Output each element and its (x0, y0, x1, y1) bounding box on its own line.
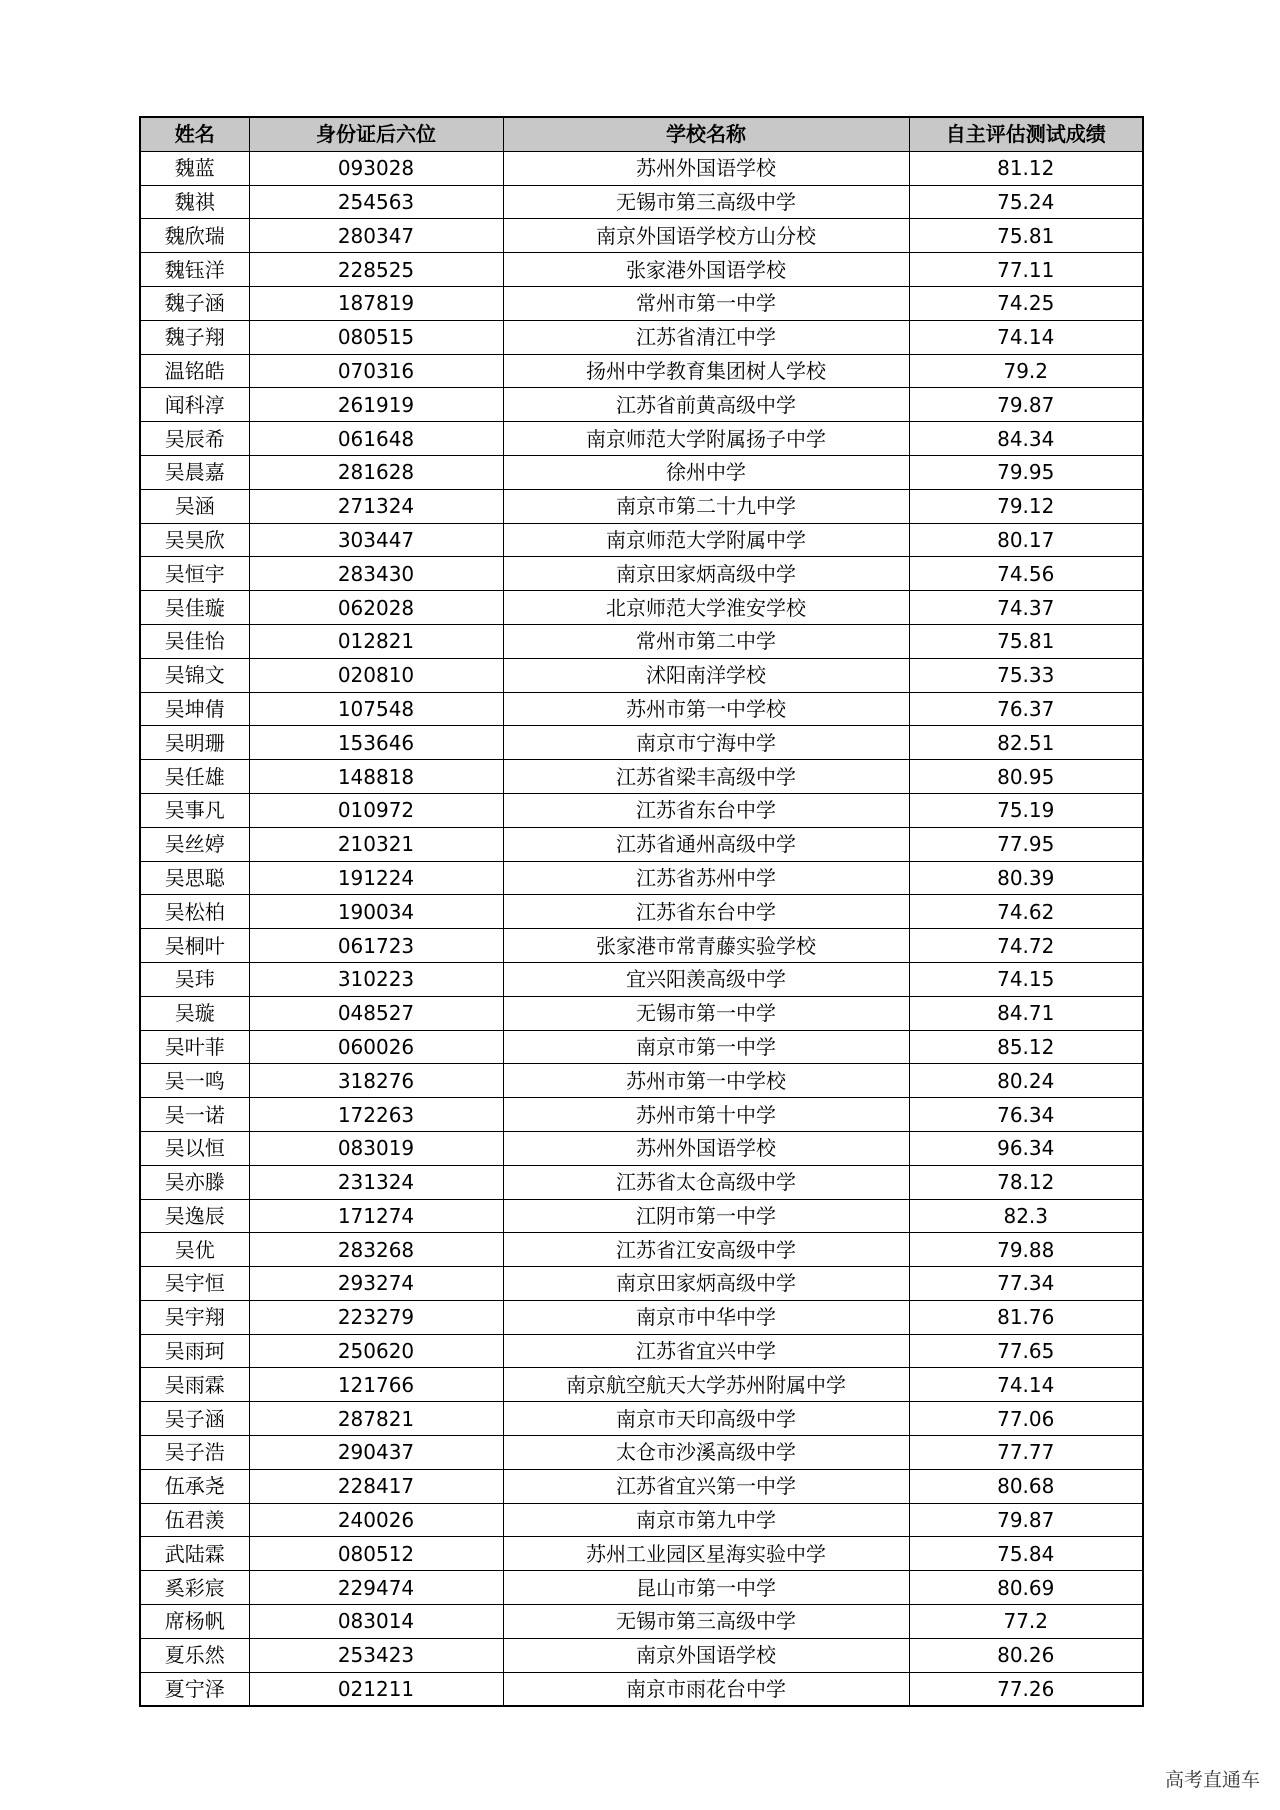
cell-id: 107548 (249, 692, 503, 726)
cell-id: 283268 (249, 1233, 503, 1267)
cell-name: 吴亦滕 (140, 1165, 249, 1199)
cell-id: 083014 (249, 1605, 503, 1639)
cell-score: 74.72 (909, 929, 1143, 963)
cell-score: 74.62 (909, 895, 1143, 929)
cell-school: 南京市天印高级中学 (503, 1402, 909, 1436)
table-row (140, 320, 1143, 354)
table-row (140, 185, 1143, 219)
table-row (140, 455, 1143, 489)
table-header (140, 117, 1143, 151)
cell-name: 吴事凡 (140, 793, 249, 827)
cell-name: 魏子翔 (140, 320, 249, 354)
table-row (140, 1334, 1143, 1368)
cell-id: 290437 (249, 1436, 503, 1470)
cell-score: 75.84 (909, 1537, 1143, 1571)
cell-id: 171274 (249, 1199, 503, 1233)
cell-school: 江苏省梁丰高级中学 (503, 760, 909, 794)
cell-school: 江苏省宜兴中学 (503, 1334, 909, 1368)
watermark-text: 高考直通车 (1164, 1769, 1260, 1791)
cell-score: 77.26 (909, 1672, 1143, 1706)
cell-score: 74.14 (909, 1368, 1143, 1402)
cell-id: 280347 (249, 219, 503, 253)
cell-score: 77.11 (909, 253, 1143, 287)
cell-school: 苏州市第十中学 (503, 1098, 909, 1132)
cell-score: 75.24 (909, 185, 1143, 219)
cell-score: 79.87 (909, 1503, 1143, 1537)
cell-id: 083019 (249, 1131, 503, 1165)
cell-id: 121766 (249, 1368, 503, 1402)
header-name: 姓名 (140, 117, 249, 151)
cell-id: 303447 (249, 523, 503, 557)
table-row (140, 1537, 1143, 1571)
cell-name: 吴锦文 (140, 658, 249, 692)
cell-score: 79.2 (909, 354, 1143, 388)
cell-school: 南京航空航天大学苏州附属中学 (503, 1368, 909, 1402)
cell-score: 75.19 (909, 793, 1143, 827)
cell-score: 85.12 (909, 1030, 1143, 1064)
table-row (140, 151, 1143, 185)
table-row (140, 1064, 1143, 1098)
cell-school: 南京市雨花台中学 (503, 1672, 909, 1706)
table-row (140, 895, 1143, 929)
cell-school: 无锡市第三高级中学 (503, 1605, 909, 1639)
cell-id: 228417 (249, 1469, 503, 1503)
cell-score: 80.24 (909, 1064, 1143, 1098)
cell-score: 82.3 (909, 1199, 1143, 1233)
cell-id: 229474 (249, 1571, 503, 1605)
cell-id: 172263 (249, 1098, 503, 1132)
cell-id: 293274 (249, 1267, 503, 1301)
table-row (140, 253, 1143, 287)
cell-score: 84.34 (909, 422, 1143, 456)
cell-id: 080512 (249, 1537, 503, 1571)
cell-id: 093028 (249, 151, 503, 185)
table-row (140, 1605, 1143, 1639)
cell-school: 南京外国语学校 (503, 1638, 909, 1672)
table-row (140, 996, 1143, 1030)
table-row (140, 1300, 1143, 1334)
cell-school: 苏州外国语学校 (503, 1131, 909, 1165)
cell-name: 吴宇恒 (140, 1267, 249, 1301)
table-row (140, 1571, 1143, 1605)
cell-name: 武陆霖 (140, 1537, 249, 1571)
cell-name: 魏钰洋 (140, 253, 249, 287)
table-row (140, 1469, 1143, 1503)
cell-name: 吴逸辰 (140, 1199, 249, 1233)
cell-name: 吴叶菲 (140, 1030, 249, 1064)
table-row (140, 861, 1143, 895)
cell-school: 南京市中华中学 (503, 1300, 909, 1334)
cell-name: 吴优 (140, 1233, 249, 1267)
cell-score: 77.77 (909, 1436, 1143, 1470)
cell-score: 82.51 (909, 726, 1143, 760)
table-row (140, 1030, 1143, 1064)
cell-name: 魏欣瑞 (140, 219, 249, 253)
cell-school: 无锡市第三高级中学 (503, 185, 909, 219)
cell-name: 吴玮 (140, 962, 249, 996)
cell-school: 南京田家炳高级中学 (503, 1267, 909, 1301)
header-id: 身份证后六位 (249, 117, 503, 151)
table-body (140, 151, 1143, 1706)
cell-school: 南京田家炳高级中学 (503, 557, 909, 591)
table-row (140, 489, 1143, 523)
cell-school: 南京市第二十九中学 (503, 489, 909, 523)
cell-name: 吴以恒 (140, 1131, 249, 1165)
cell-score: 79.12 (909, 489, 1143, 523)
cell-name: 闻科淳 (140, 388, 249, 422)
cell-name: 吴恒宇 (140, 557, 249, 591)
cell-score: 80.69 (909, 1571, 1143, 1605)
cell-school: 常州市第二中学 (503, 624, 909, 658)
cell-name: 吴子涵 (140, 1402, 249, 1436)
cell-school: 苏州市第一中学校 (503, 1064, 909, 1098)
cell-score: 75.33 (909, 658, 1143, 692)
cell-school: 江苏省前黄高级中学 (503, 388, 909, 422)
cell-id: 060026 (249, 1030, 503, 1064)
cell-id: 148818 (249, 760, 503, 794)
cell-id: 318276 (249, 1064, 503, 1098)
cell-school: 江苏省苏州中学 (503, 861, 909, 895)
cell-score: 80.68 (909, 1469, 1143, 1503)
cell-score: 79.87 (909, 388, 1143, 422)
cell-name: 吴辰希 (140, 422, 249, 456)
cell-school: 南京师范大学附属中学 (503, 523, 909, 557)
cell-id: 228525 (249, 253, 503, 287)
cell-id: 048527 (249, 996, 503, 1030)
cell-id: 283430 (249, 557, 503, 591)
cell-id: 190034 (249, 895, 503, 929)
cell-name: 吴松柏 (140, 895, 249, 929)
cell-id: 012821 (249, 624, 503, 658)
cell-name: 吴雨珂 (140, 1334, 249, 1368)
cell-school: 江苏省江安高级中学 (503, 1233, 909, 1267)
cell-score: 80.39 (909, 861, 1143, 895)
table-row (140, 1131, 1143, 1165)
cell-school: 张家港外国语学校 (503, 253, 909, 287)
cell-id: 310223 (249, 962, 503, 996)
cell-school: 徐州中学 (503, 455, 909, 489)
cell-score: 77.34 (909, 1267, 1143, 1301)
cell-score: 75.81 (909, 219, 1143, 253)
table-row (140, 354, 1143, 388)
cell-school: 南京市宁海中学 (503, 726, 909, 760)
cell-name: 吴璇 (140, 996, 249, 1030)
table-row (140, 1436, 1143, 1470)
cell-school: 江苏省东台中学 (503, 895, 909, 929)
cell-school: 江苏省太仓高级中学 (503, 1165, 909, 1199)
cell-name: 吴思聪 (140, 861, 249, 895)
cell-score: 74.37 (909, 591, 1143, 625)
cell-name: 吴丝婷 (140, 827, 249, 861)
cell-school: 宜兴阳羡高级中学 (503, 962, 909, 996)
cell-id: 223279 (249, 1300, 503, 1334)
cell-school: 北京师范大学淮安学校 (503, 591, 909, 625)
table-row (140, 1098, 1143, 1132)
cell-school: 南京市第一中学 (503, 1030, 909, 1064)
cell-score: 81.76 (909, 1300, 1143, 1334)
cell-id: 187819 (249, 286, 503, 320)
cell-name: 吴晨嘉 (140, 455, 249, 489)
cell-score: 84.71 (909, 996, 1143, 1030)
cell-score: 77.95 (909, 827, 1143, 861)
table-row (140, 760, 1143, 794)
cell-name: 魏子涵 (140, 286, 249, 320)
cell-name: 吴佳怡 (140, 624, 249, 658)
table-row (140, 1672, 1143, 1706)
cell-name: 吴雨霖 (140, 1368, 249, 1402)
cell-id: 210321 (249, 827, 503, 861)
cell-score: 76.34 (909, 1098, 1143, 1132)
table-row (140, 793, 1143, 827)
cell-id: 271324 (249, 489, 503, 523)
table-row (140, 827, 1143, 861)
table-row (140, 1402, 1143, 1436)
cell-name: 吴明珊 (140, 726, 249, 760)
table-row (140, 1165, 1143, 1199)
cell-name: 吴子浩 (140, 1436, 249, 1470)
cell-id: 250620 (249, 1334, 503, 1368)
cell-score: 96.34 (909, 1131, 1143, 1165)
cell-school: 扬州中学教育集团树人学校 (503, 354, 909, 388)
cell-score: 79.88 (909, 1233, 1143, 1267)
table-row (140, 658, 1143, 692)
cell-name: 夏宁泽 (140, 1672, 249, 1706)
cell-score: 74.25 (909, 286, 1143, 320)
header-score: 自主评估测试成绩 (909, 117, 1143, 151)
cell-id: 062028 (249, 591, 503, 625)
table-row (140, 1638, 1143, 1672)
cell-id: 061723 (249, 929, 503, 963)
cell-name: 吴宇翔 (140, 1300, 249, 1334)
cell-school: 南京师范大学附属扬子中学 (503, 422, 909, 456)
table-row (140, 1368, 1143, 1402)
header-school: 学校名称 (503, 117, 909, 151)
cell-id: 254563 (249, 185, 503, 219)
cell-score: 81.12 (909, 151, 1143, 185)
table-row (140, 929, 1143, 963)
cell-name: 吴任雄 (140, 760, 249, 794)
cell-school: 昆山市第一中学 (503, 1571, 909, 1605)
table-row (140, 286, 1143, 320)
cell-id: 021211 (249, 1672, 503, 1706)
cell-score: 80.26 (909, 1638, 1143, 1672)
cell-school: 苏州市第一中学校 (503, 692, 909, 726)
cell-name: 席杨帆 (140, 1605, 249, 1639)
cell-school: 张家港市常青藤实验学校 (503, 929, 909, 963)
table-row (140, 1267, 1143, 1301)
cell-school: 江阴市第一中学 (503, 1199, 909, 1233)
cell-school: 江苏省宜兴第一中学 (503, 1469, 909, 1503)
cell-id: 153646 (249, 726, 503, 760)
table-row (140, 1233, 1143, 1267)
cell-id: 191224 (249, 861, 503, 895)
cell-name: 奚彩宸 (140, 1571, 249, 1605)
table-row (140, 422, 1143, 456)
table-row (140, 219, 1143, 253)
cell-school: 苏州外国语学校 (503, 151, 909, 185)
cell-name: 吴涵 (140, 489, 249, 523)
cell-score: 74.15 (909, 962, 1143, 996)
cell-name: 伍承尧 (140, 1469, 249, 1503)
cell-school: 无锡市第一中学 (503, 996, 909, 1030)
table-row (140, 624, 1143, 658)
cell-score: 79.95 (909, 455, 1143, 489)
cell-score: 74.56 (909, 557, 1143, 591)
cell-score: 80.95 (909, 760, 1143, 794)
cell-score: 75.81 (909, 624, 1143, 658)
cell-id: 281628 (249, 455, 503, 489)
cell-score: 78.12 (909, 1165, 1143, 1199)
cell-name: 吴坤倩 (140, 692, 249, 726)
table-row (140, 557, 1143, 591)
cell-id: 240026 (249, 1503, 503, 1537)
table-row (140, 1199, 1143, 1233)
table-row (140, 591, 1143, 625)
cell-id: 020810 (249, 658, 503, 692)
cell-school: 沭阳南洋学校 (503, 658, 909, 692)
cell-score: 77.2 (909, 1605, 1143, 1639)
cell-id: 080515 (249, 320, 503, 354)
table-row (140, 523, 1143, 557)
header-row (140, 117, 1143, 151)
cell-score: 77.65 (909, 1334, 1143, 1368)
score-table (139, 116, 1144, 1707)
cell-school: 江苏省通州高级中学 (503, 827, 909, 861)
cell-school: 太仓市沙溪高级中学 (503, 1436, 909, 1470)
cell-score: 77.06 (909, 1402, 1143, 1436)
cell-id: 261919 (249, 388, 503, 422)
cell-school: 南京外国语学校方山分校 (503, 219, 909, 253)
cell-name: 魏蓝 (140, 151, 249, 185)
cell-score: 74.14 (909, 320, 1143, 354)
cell-name: 吴昊欣 (140, 523, 249, 557)
cell-name: 吴佳璇 (140, 591, 249, 625)
cell-name: 吴一鸣 (140, 1064, 249, 1098)
cell-name: 吴一诺 (140, 1098, 249, 1132)
cell-school: 江苏省东台中学 (503, 793, 909, 827)
cell-school: 苏州工业园区星海实验中学 (503, 1537, 909, 1571)
cell-id: 287821 (249, 1402, 503, 1436)
table-row (140, 388, 1143, 422)
cell-id: 061648 (249, 422, 503, 456)
table-row (140, 962, 1143, 996)
cell-id: 231324 (249, 1165, 503, 1199)
cell-school: 江苏省清江中学 (503, 320, 909, 354)
cell-id: 253423 (249, 1638, 503, 1672)
cell-name: 温铭皓 (140, 354, 249, 388)
cell-name: 夏乐然 (140, 1638, 249, 1672)
table-row (140, 692, 1143, 726)
cell-school: 常州市第一中学 (503, 286, 909, 320)
cell-id: 010972 (249, 793, 503, 827)
cell-name: 魏祺 (140, 185, 249, 219)
table-row (140, 726, 1143, 760)
cell-name: 吴桐叶 (140, 929, 249, 963)
cell-score: 76.37 (909, 692, 1143, 726)
cell-name: 伍君羡 (140, 1503, 249, 1537)
table-row (140, 1503, 1143, 1537)
cell-id: 070316 (249, 354, 503, 388)
cell-score: 80.17 (909, 523, 1143, 557)
cell-school: 南京市第九中学 (503, 1503, 909, 1537)
